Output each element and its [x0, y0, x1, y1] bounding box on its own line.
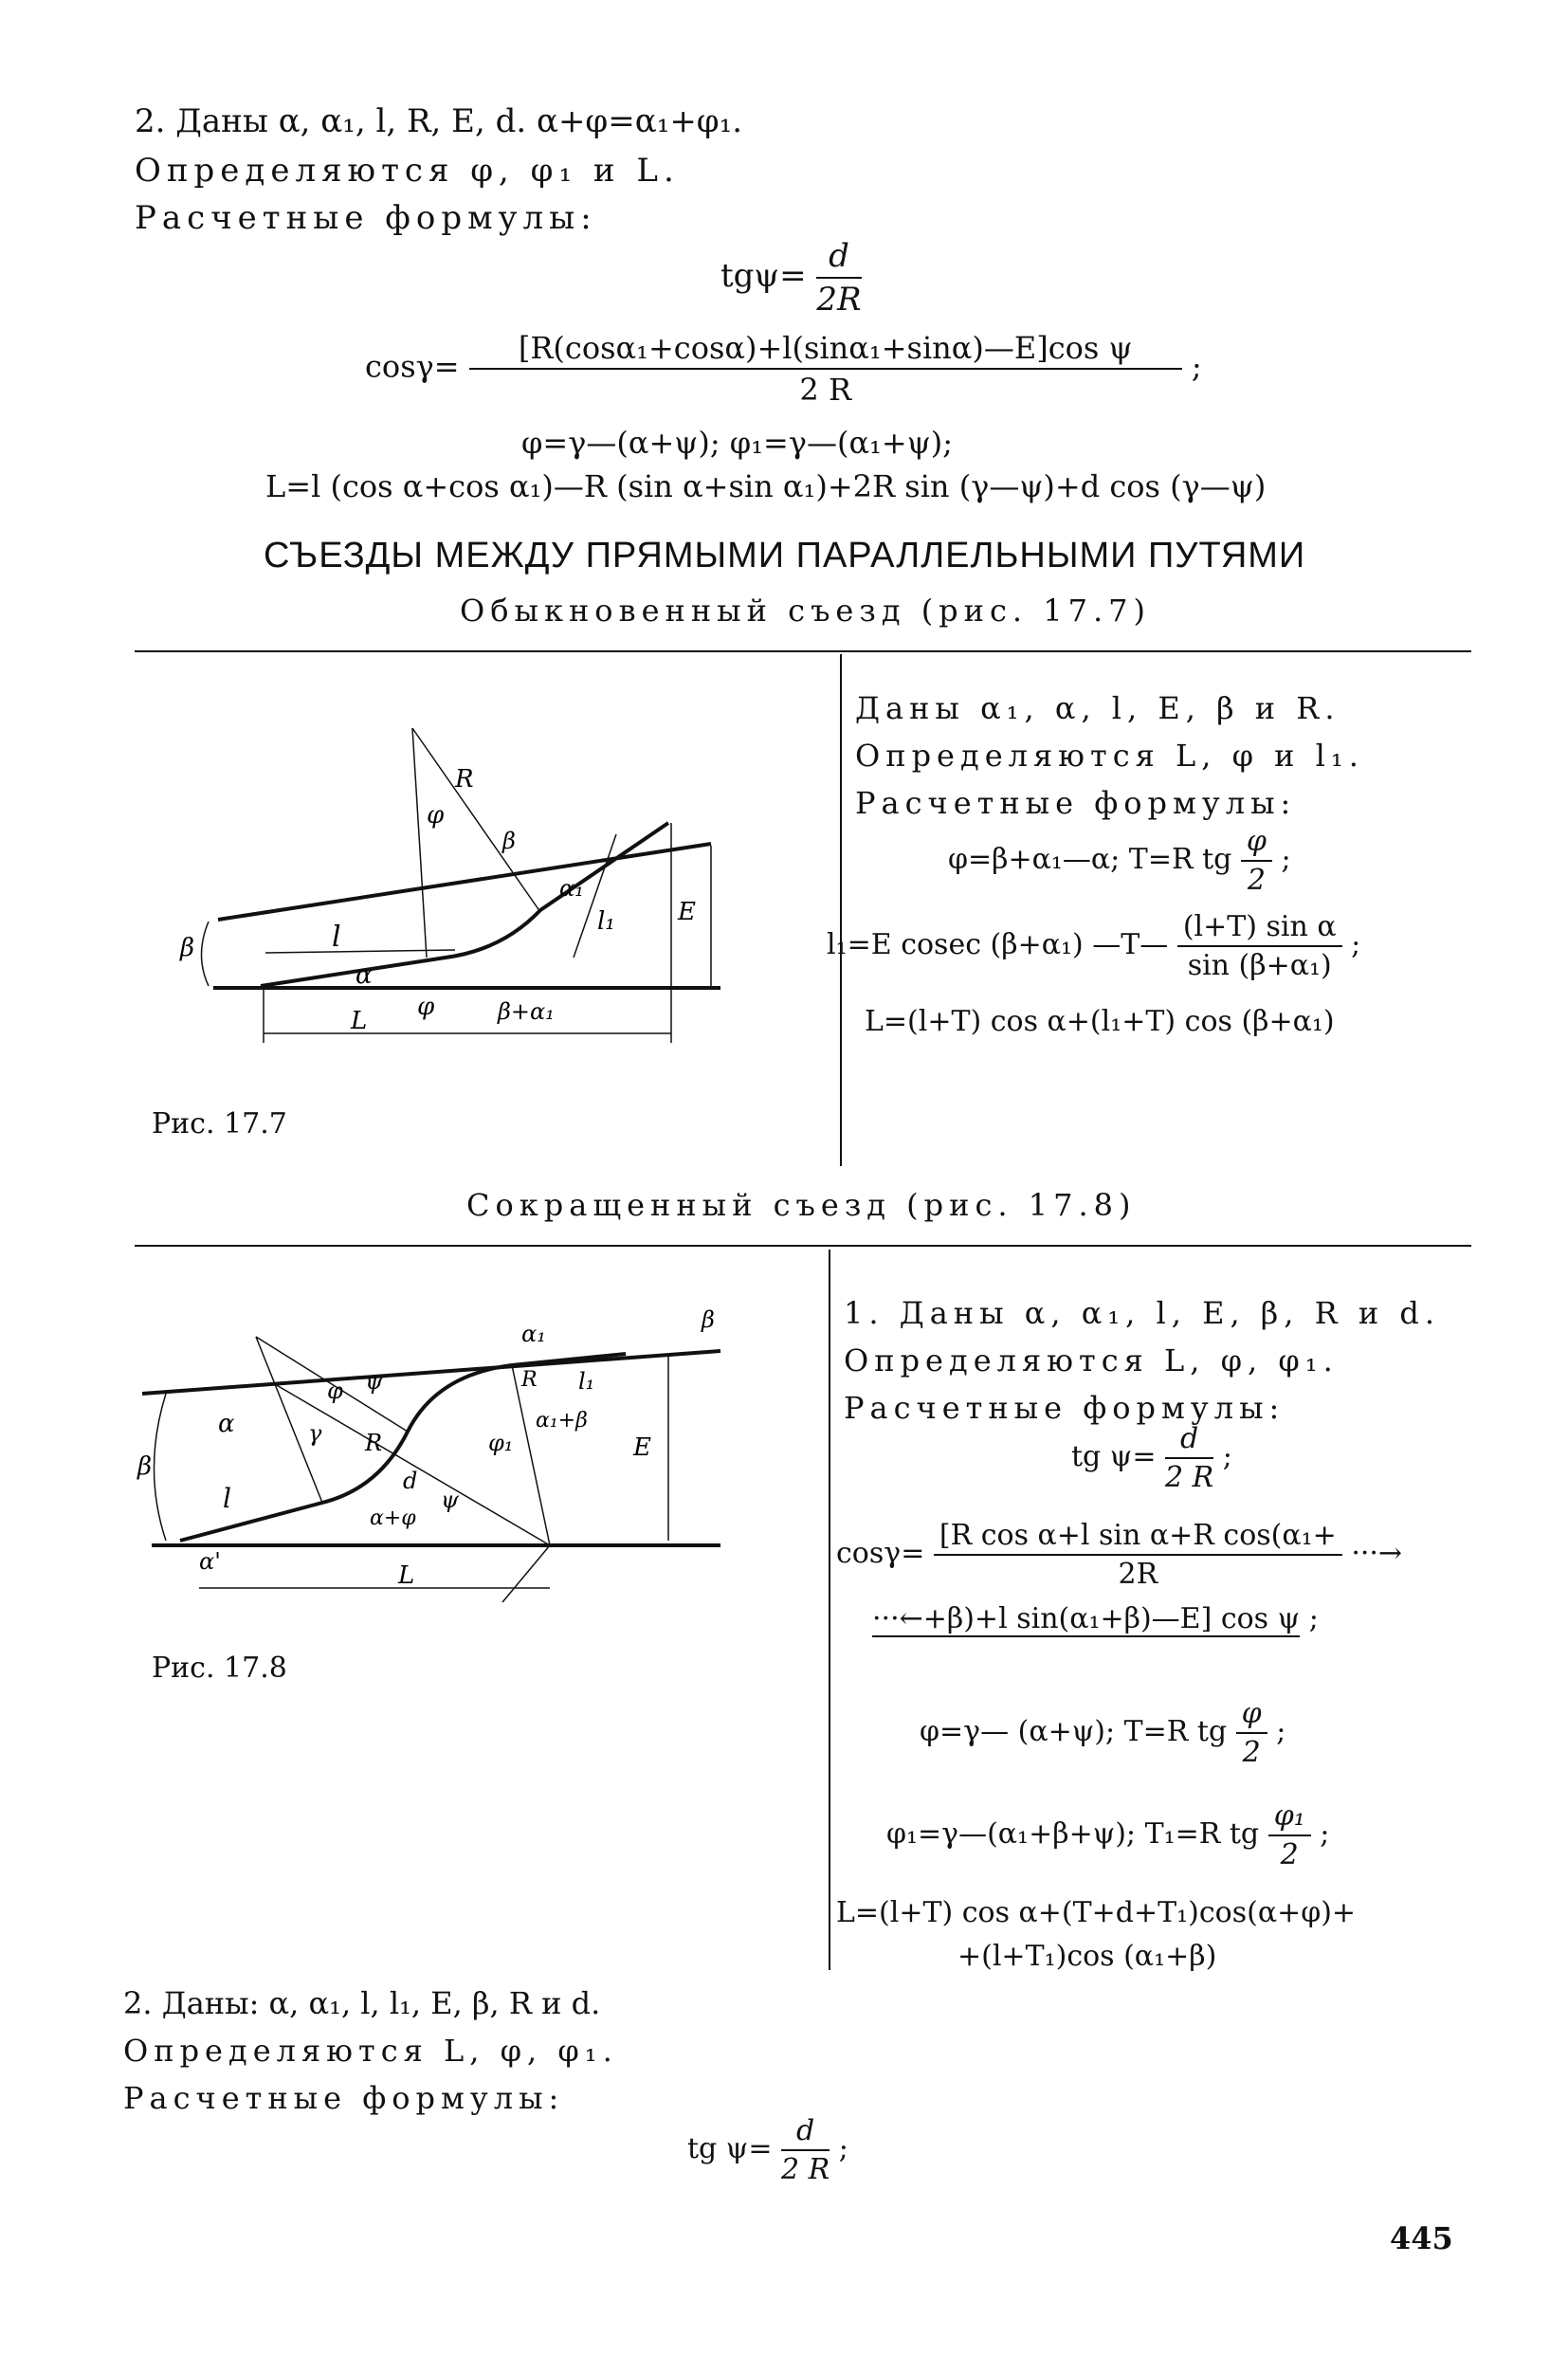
- figure-caption-17-7: Рис. 17.7: [152, 1107, 287, 1141]
- label-L: L: [398, 1561, 415, 1590]
- label-beta-right: β: [702, 1306, 715, 1333]
- formula-tail: ;: [1351, 928, 1361, 961]
- formula-denominator: 2 R: [1165, 1461, 1214, 1494]
- beta-arc: [155, 1394, 167, 1541]
- top-line-3: Расчетные формулы:: [135, 199, 597, 237]
- formula-denominator: 2 R: [799, 372, 852, 408]
- right1-formula-3: L=(l+T) cos α+(l₁+T) cos (β+α₁): [865, 1005, 1335, 1038]
- figure-17-8: [133, 1299, 739, 1621]
- formula-tail: ;: [1191, 348, 1202, 385]
- right2-formula-L-cont: +(l+T₁)cos (α₁+β): [957, 1940, 1217, 1973]
- formula-lhs: cosγ=: [836, 1537, 925, 1570]
- section-subtitle-short: Сокращенный съезд (рис. 17.8): [466, 1187, 1137, 1223]
- figure-17-7: [142, 702, 730, 1062]
- label-R-2: R: [521, 1368, 538, 1392]
- label-l: l: [332, 921, 341, 954]
- formula-lhs: cosγ=: [365, 348, 460, 385]
- label-alpha1: α₁: [521, 1321, 546, 1347]
- right1-line-1: Даны α₁, α, l, E, β и R.: [855, 690, 1340, 726]
- label-beta: β: [180, 934, 195, 962]
- upper-track-line: [218, 844, 711, 920]
- right1-formula-1: [948, 825, 1291, 897]
- right1-formula-2: [827, 910, 1360, 982]
- label-R: R: [455, 765, 474, 794]
- formula-tail: ;: [1222, 1440, 1232, 1473]
- formula-lhs: tg ψ=: [687, 2132, 773, 2165]
- formula-denominator: 2: [1247, 864, 1266, 897]
- formula-numerator: φ₁: [1268, 1799, 1311, 1836]
- top-formula-cosgamma: [365, 330, 1202, 408]
- divider-rule-2: [135, 1245, 1471, 1247]
- right1-line-2: Определяются L, φ и l₁.: [855, 738, 1364, 774]
- formula-lhs: φ=β+α₁—α; T=R tg: [948, 843, 1232, 876]
- bottom-line-3: Расчетные формулы:: [123, 2080, 565, 2116]
- formula-lhs: l₁=E cosec (β+α₁) —T—: [827, 928, 1169, 961]
- formula-denominator: 2: [1280, 1838, 1299, 1871]
- right2-formula-phi: [920, 1697, 1285, 1769]
- formula-tail: ;: [838, 2132, 848, 2165]
- label-beta-alpha1: β+α₁: [498, 998, 555, 1025]
- right2-line-2: Определяются L, φ, φ₁.: [844, 1342, 1339, 1378]
- formula-continuation: ···→: [1351, 1537, 1403, 1570]
- formula-lhs: φ₁=γ—(α₁+β+ψ); T₁=R tg: [886, 1817, 1260, 1851]
- bottom-line-2: Определяются L, φ, φ₁.: [123, 2033, 618, 2069]
- formula-numerator: d: [816, 237, 861, 279]
- label-phi: φ: [327, 1378, 343, 1404]
- label-phi-top: φ: [427, 801, 445, 830]
- radius-line-1: [412, 728, 427, 958]
- label-psi: ψ: [365, 1368, 383, 1395]
- right2-formula-phi1: [886, 1799, 1329, 1871]
- beta-arc: [202, 922, 210, 986]
- label-phi: φ: [417, 993, 435, 1021]
- label-E: E: [678, 898, 696, 926]
- figure-caption-17-8: Рис. 17.8: [152, 1652, 287, 1685]
- top-formula-L: L=l (cos α+cos α₁)—R (sin α+sin α₁)+2R sin (γ—ψ)+d cos (γ—ψ): [265, 468, 1267, 504]
- formula-denominator: 2: [1242, 1736, 1261, 1769]
- upper-track-line: [142, 1351, 720, 1394]
- top-line-1: 2. Даны α, α₁, l, R, E, d. α+φ=α₁+φ₁.: [135, 102, 743, 140]
- label-L: L: [351, 1007, 368, 1035]
- label-d: d: [403, 1468, 418, 1494]
- formula-tail: ;: [1276, 1715, 1286, 1748]
- page-number: 445: [1390, 2220, 1453, 2256]
- right2-line-3: Расчетные формулы:: [844, 1390, 1285, 1426]
- formula-lhs: φ=γ— (α+ψ); T=R tg: [920, 1715, 1228, 1748]
- column-divider-2: [829, 1250, 830, 1970]
- formula-tail: ;: [1281, 843, 1291, 876]
- radius-line-3: [512, 1365, 550, 1545]
- right2-formula-L: L=(l+T) cos α+(T+d+T₁)cos(α+φ)+: [836, 1896, 1357, 1929]
- formula-numerator: [R cos α+l sin α+R cos(α₁+: [934, 1519, 1342, 1556]
- radius-line-4: [502, 1545, 550, 1602]
- label-phi1: φ₁: [488, 1430, 514, 1456]
- formula-tail: ;: [1308, 1602, 1319, 1635]
- bottom-formula-tgpsi: [687, 2114, 848, 2186]
- label-alpha1-beta: α₁+β: [536, 1409, 588, 1433]
- right2-formula-cosgamma-cont: [872, 1602, 1319, 1635]
- formula-denominator: 2 R: [781, 2153, 830, 2186]
- top-line-2: Определяются φ, φ₁ и L.: [135, 152, 680, 190]
- formula-numerator: d: [781, 2114, 830, 2151]
- label-l1: l₁: [578, 1368, 595, 1395]
- right2-formula-cosgamma: [836, 1519, 1402, 1591]
- section-subtitle-ordinary: Обыкновенный съезд (рис. 17.7): [460, 593, 1151, 629]
- formula-denominator: sin (β+α₁): [1187, 949, 1332, 982]
- formula-numerator: [R(cosα₁+cosα)+l(sinα₁+sinα)—E]cos ψ: [469, 330, 1182, 370]
- label-beta: β: [137, 1452, 153, 1481]
- formula-continued-numerator: ···←+β)+l sin(α₁+β)—E] cos ψ: [872, 1602, 1301, 1635]
- formula-lhs: tg ψ=: [1071, 1440, 1157, 1473]
- right2-line-1: 1. Даны α, α₁, l, E, β, R и d.: [844, 1295, 1441, 1331]
- label-alpha1: α₁: [559, 875, 584, 902]
- right1-line-3: Расчетные формулы:: [855, 785, 1297, 821]
- right2-formula-tgpsi: [1071, 1422, 1232, 1494]
- top-formula-tgpsi: [720, 237, 862, 319]
- bottom-line-1: 2. Даны: α, α₁, l, l₁, E, β, R и d.: [123, 1985, 601, 2021]
- label-alpha-phi: α+φ: [370, 1506, 416, 1530]
- formula-denominator: 2R: [816, 281, 862, 319]
- divider-rule: [135, 650, 1471, 652]
- formula-lhs: tgψ=: [720, 257, 807, 295]
- formula-denominator: 2R: [1118, 1558, 1158, 1591]
- label-l1: l₁: [597, 907, 615, 936]
- label-gamma: γ: [308, 1420, 322, 1447]
- formula-numerator: d: [1165, 1422, 1213, 1459]
- label-alpha: α: [218, 1410, 235, 1438]
- label-E: E: [633, 1433, 651, 1462]
- formula-numerator: φ: [1241, 825, 1272, 862]
- label-alpha-prime: α': [199, 1548, 221, 1575]
- section-title: СЪЕЗДЫ МЕЖДУ ПРЯМЫМИ ПАРАЛЛЕЛЬНЫМИ ПУТЯМИ: [264, 536, 1306, 575]
- formula-tail: ;: [1320, 1817, 1330, 1851]
- label-l: l: [223, 1483, 231, 1514]
- label-R: R: [365, 1430, 383, 1456]
- formula-numerator: φ: [1236, 1697, 1267, 1734]
- label-beta-top: β: [502, 828, 516, 854]
- top-formula-phi: φ=γ—(α+ψ); φ₁=γ—(α₁+ψ);: [521, 425, 954, 461]
- formula-numerator: (l+T) sin α: [1177, 910, 1342, 947]
- label-alpha: α: [356, 961, 373, 990]
- label-psi-2: ψ: [441, 1487, 459, 1513]
